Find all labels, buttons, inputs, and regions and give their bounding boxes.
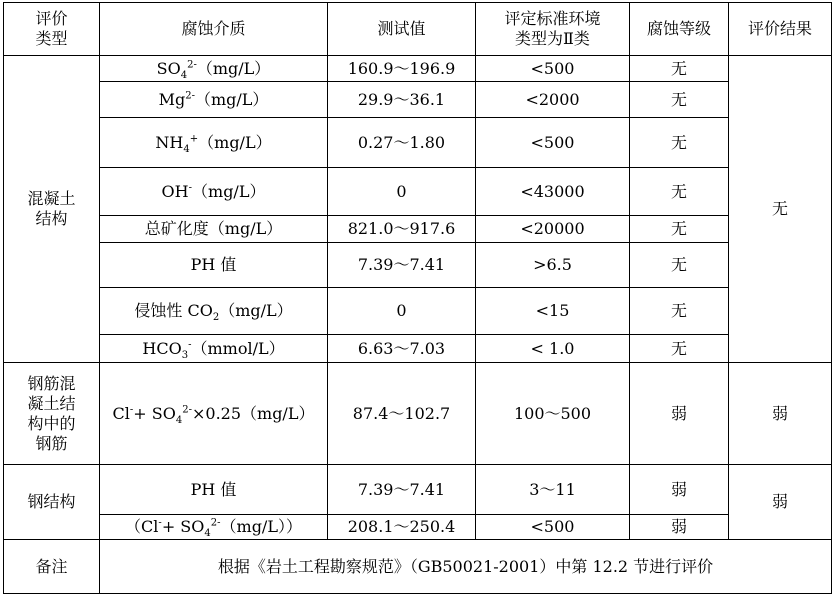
rebar-category: 钢筋混 凝土结 构中的 钢筋 [4, 363, 100, 465]
standard-cell: <2000 [476, 82, 630, 118]
header-result: 评价结果 [729, 3, 832, 56]
table-row [4, 363, 832, 465]
rebar-result: 弱 [729, 363, 832, 465]
value-cell: 0.27～1.80 [328, 118, 476, 168]
standard-cell: <500 [476, 515, 630, 540]
value-cell: 160.9～196.9 [328, 56, 476, 82]
grade-cell: 弱 [630, 515, 729, 540]
value-cell: 7.39～7.41 [328, 465, 476, 515]
standard-cell: 100～500 [476, 363, 630, 465]
table-row [4, 243, 832, 288]
header-grade: 腐蚀等级 [630, 3, 729, 56]
header-category: 评价 类型 [4, 3, 100, 56]
standard-cell: <500 [476, 118, 630, 168]
medium-cell: $HCO_3^-(mmol/L)$ [100, 335, 328, 363]
medium-cell: $Mg^{2-}(mg/L)$ [100, 82, 328, 118]
standard-cell: <20000 [476, 216, 630, 243]
medium-cell: PH 值 [100, 243, 328, 288]
medium-cell: PH 值 [100, 465, 328, 515]
grade-cell: 无 [630, 56, 729, 82]
grade-cell: 无 [630, 243, 729, 288]
value-cell: 821.0～917.6 [328, 216, 476, 243]
table-row [4, 216, 832, 243]
grade-cell: 弱 [630, 465, 729, 515]
remark-row [4, 540, 832, 594]
value-cell: 29.9～36.1 [328, 82, 476, 118]
standard-cell: <500 [476, 56, 630, 82]
header-row [4, 3, 832, 56]
grade-cell: 无 [630, 335, 729, 363]
medium-cell: 侵蚀性 $CO_2(mg/L)$ [100, 288, 328, 335]
grade-cell: 无 [630, 118, 729, 168]
table-row [4, 465, 832, 515]
value-cell: 208.1～250.4 [328, 515, 476, 540]
header-medium: 腐蚀介质 [100, 3, 328, 56]
grade-cell: 无 [630, 288, 729, 335]
medium-cell: $(Cl^-+ SO_4^{2-}(mg/L))$ [100, 515, 328, 540]
value-cell: 7.39～7.41 [328, 243, 476, 288]
grade-cell: 弱 [630, 363, 729, 465]
medium-cell: $NH_4^+(mg/L)$ [100, 118, 328, 168]
value-cell: 0 [328, 288, 476, 335]
standard-cell: < 1.0 [476, 335, 630, 363]
table-row [4, 288, 832, 335]
medium-cell: OH-（mg/L） [100, 168, 328, 216]
remark-text: 根据《岩土工程勘察规范》（GB50021-2001）中第 12.2 节进行评价 [100, 540, 832, 594]
value-cell: 6.63～7.03 [328, 335, 476, 363]
table-row [4, 118, 832, 168]
steel-category: 钢结构 [4, 465, 100, 540]
concrete-result: 无 [729, 56, 832, 363]
table-row [4, 335, 832, 363]
header-standard: 评定标准环境 类型为Ⅱ类 [476, 3, 630, 56]
remark-label: 备注 [4, 540, 100, 594]
table-row [4, 56, 832, 82]
value-cell: 0 [328, 168, 476, 216]
standard-cell: >6.5 [476, 243, 630, 288]
table-row [4, 515, 832, 540]
medium-cell: 总矿化度（mg/L） [100, 216, 328, 243]
standard-cell: <15 [476, 288, 630, 335]
table-row [4, 168, 832, 216]
steel-result: 弱 [729, 465, 832, 540]
standard-cell: 3～11 [476, 465, 630, 515]
concrete-category: 混凝土 结构 [4, 56, 100, 363]
grade-cell: 无 [630, 216, 729, 243]
medium-cell: $Cl^-+ SO_4^{2-}\times 0.25(mg/L)$ [100, 363, 328, 465]
standard-cell: <43000 [476, 168, 630, 216]
table-row [4, 82, 832, 118]
header-test-value: 测试值 [328, 3, 476, 56]
medium-cell: $SO_4^{2-}(mg/L)$ [100, 56, 328, 82]
grade-cell: 无 [630, 82, 729, 118]
value-cell: 87.4～102.7 [328, 363, 476, 465]
grade-cell: 无 [630, 168, 729, 216]
corrosion-evaluation-table [3, 2, 832, 594]
